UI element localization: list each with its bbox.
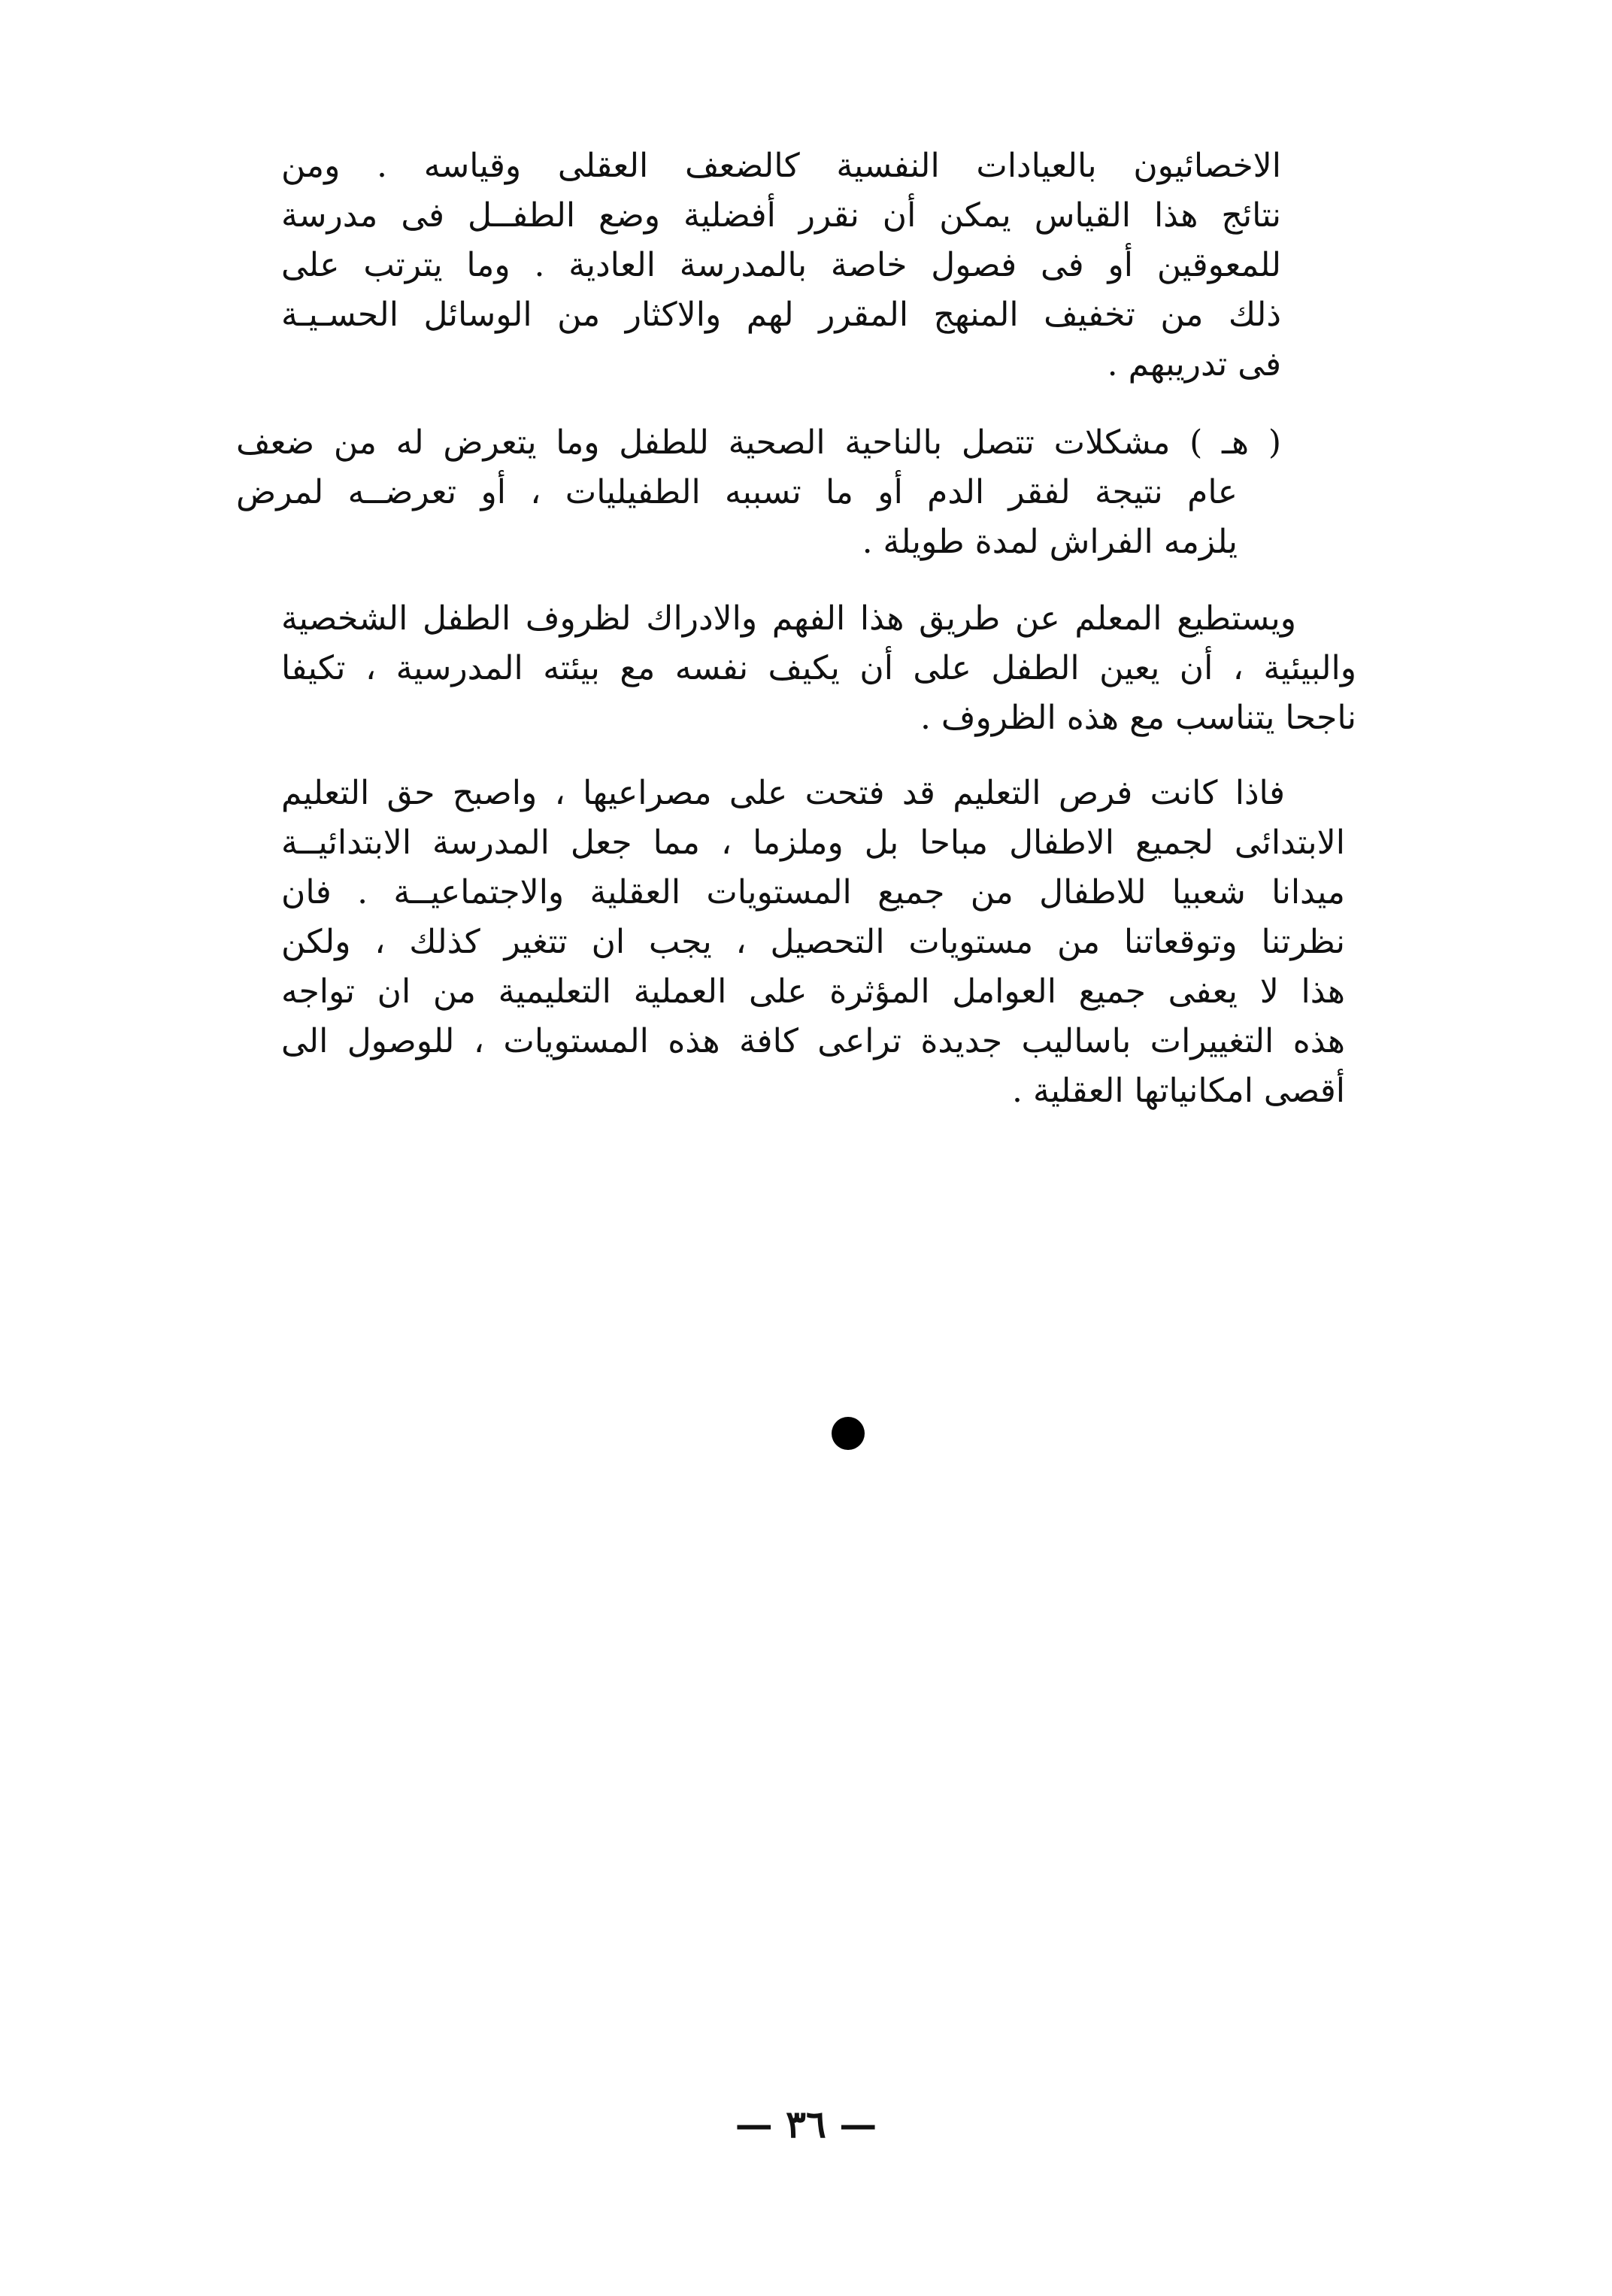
paragraph-line: ناجحا يتناسب مع هذه الظروف . (920, 699, 1356, 737)
paragraph-1 (281, 141, 1281, 390)
paragraph-line: للمعوقين أو فى فصول خاصة بالمدرسة العادية . وما يترتب على (281, 246, 1281, 284)
paragraph-line: ميدانا شعبيا للاطفال من جميع المستويات العقلية والاجتماعيــة . فان (281, 873, 1345, 911)
paragraph-line: الاخصائيون بالعيادات النفسية كالضعف العقلى وقياسه . ومن (281, 147, 1281, 185)
page-number: — ٣٦ — (735, 2102, 877, 2146)
paragraph-line: نتائج هذا القياس يمكن أن نقرر أفضلية وضع الطفــل فى مدرسة (281, 196, 1281, 235)
paragraph-4 (281, 769, 1345, 1116)
paragraph-line: ذلك من تخفيف المنهج المقرر لهم والاكثار من الوسائل الحسـيـة (281, 296, 1281, 334)
paragraph-line: فى تدريبهم . (1107, 345, 1281, 384)
paragraph-line: فاذا كانت فرص التعليم قد فتحت على مصراعيها ، واصبح حق التعليم (281, 774, 1285, 812)
paragraph-line: عام نتيجة لفقر الدم أو ما تسببه الطفيليات ، أو تعرضــه لمرض (236, 473, 1238, 511)
paragraph-line: ويستطيع المعلم عن طريق هذا الفهم والادراك لظروف الطفل الشخصية (281, 599, 1296, 638)
paragraph-line: ( هـ ) مشكلات تتصل بالناحية الصحية للطفل وما يتعرض له من ضعف (236, 423, 1281, 462)
bullet-dot-icon (832, 1417, 865, 1450)
paragraph-3 (281, 594, 1356, 743)
paragraph-line: والبيئية ، أن يعين الطفل على أن يكيف نفسه مع بيئته المدرسية ، تكيفا (281, 649, 1356, 687)
paragraph-line: هذه التغييرات باساليب جديدة تراعى كافة هذه المستويات ، للوصول الى (281, 1022, 1345, 1060)
paragraph-2 (236, 418, 1281, 567)
paragraph-line: نظرتنا وتوقعاتنا من مستويات التحصيل ، يجب ان تتغير كذلك ، ولكن (281, 923, 1345, 961)
paragraph-line: الابتدائى لجميع الاطفال مباحا بل وملزما ، مما جعل المدرسة الابتدائيــة (281, 823, 1345, 862)
paragraph-line: يلزمه الفراش لمدة طويلة . (862, 523, 1238, 561)
paragraph-line: هذا لا يعفى جميع العوامل المؤثرة على العملية التعليمية من ان تواجه (281, 972, 1345, 1011)
paragraph-line: أقصى امكانياتها العقلية . (1012, 1072, 1345, 1110)
